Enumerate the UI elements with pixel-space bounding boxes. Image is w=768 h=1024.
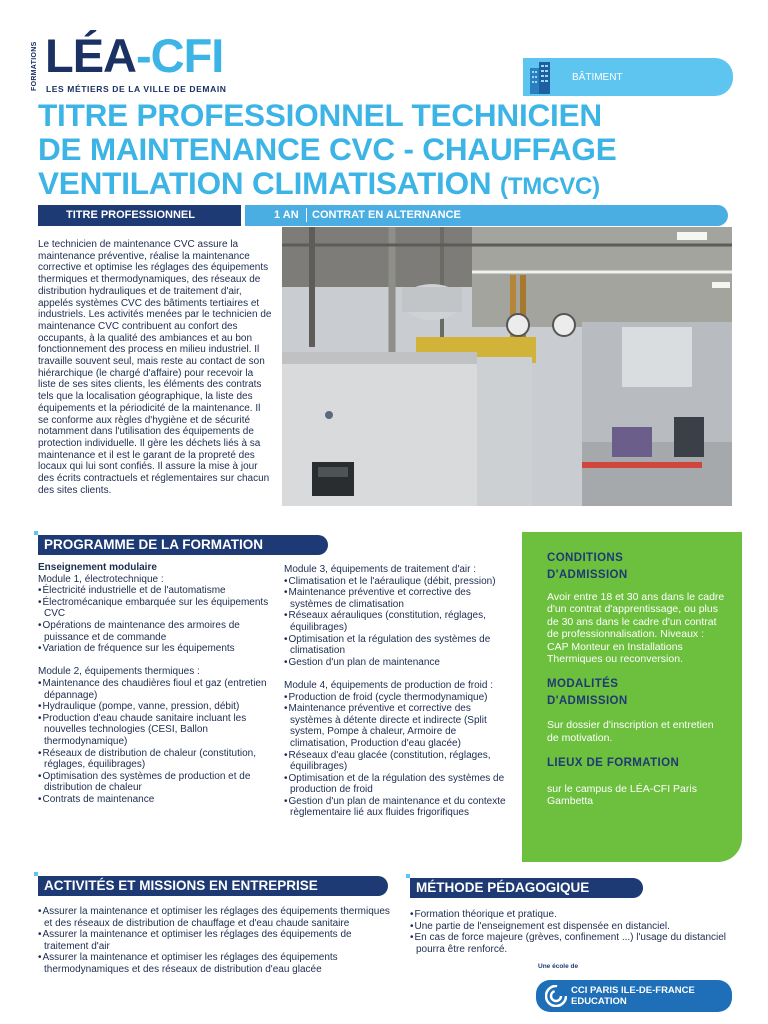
module-2-title: Module 2, équipements thermiques : [38, 666, 200, 678]
list-item: • Réseaux aérauliques (constitution, réglages, équilibrages) [284, 610, 506, 633]
list-item: • Hydraulique (pompe, vanne, pression, débit) [38, 701, 278, 713]
methode-list [410, 909, 730, 955]
module-1-title: Module 1, électrotechnique : [38, 573, 164, 585]
cci-logo-text [571, 985, 695, 1007]
activites-header: ACTIVITÉS ET MISSIONS EN ENTREPRISE [38, 876, 388, 896]
list-item: • Maintenance préventive et corrective des systèmes à détente directe et indirecte (Split system, Pompe à chaleur, Armoire de climatisation, Production d'eau glacée) [284, 703, 506, 749]
module-2-list [38, 678, 278, 806]
activites-list [38, 906, 398, 976]
title-line-3-text: VENTILATION CLIMATISATION [38, 165, 492, 201]
info-bar-type: TITRE PROFESSIONNEL [66, 209, 195, 221]
list-item: • Une partie de l'enseignement est dispensée en distanciel. [410, 921, 730, 933]
list-item: • Variation de fréquence sur les équipements [38, 643, 278, 655]
modalites-text: Sur dossier d'inscription et entretien de motivation. [547, 719, 714, 744]
workshop-photo [282, 227, 732, 506]
buildings-icon [528, 60, 554, 94]
module-4-title: Module 4, équipements de production de froid : [284, 679, 494, 691]
list-item: • Réseaux d'eau glacée (constitution, réglages, équilibrages) [284, 750, 506, 773]
modalites-title-line-1: MODALITÉS [547, 678, 619, 691]
list-item: • Assurer la maintenance et optimiser les réglages des équipements thermodynamiques et des réseaux de distribution d'eau glacée [38, 952, 398, 975]
list-item: • Électricité industrielle et de l'automatisme [38, 585, 278, 597]
logo [45, 26, 223, 86]
methode-header: MÉTHODE PÉDAGOGIQUE [410, 878, 643, 898]
info-bar-divider [241, 203, 245, 228]
module-4-list [284, 692, 506, 820]
modalites-title [547, 676, 727, 709]
programme-header: PROGRAMME DE LA FORMATION [38, 535, 328, 555]
logo-tagline: LES MÉTIERS DE LA VILLE DE DEMAIN [46, 84, 227, 94]
cci-logo-icon [545, 985, 567, 1007]
page-title [38, 98, 748, 204]
conditions-title-line-1: CONDITIONS [547, 552, 624, 564]
conditions-text: Avoir entre 18 et 30 ans dans le cadre d'un contrat d'apprentissage, ou plus de 30 ans dans le cadre d'un contrat de professionnalisation. Niveaux : CAP Monteur en Installations Thermiques ou reconversion. [547, 591, 725, 666]
cci-line-1: CCI PARIS ILE-DE-FRANCE [571, 985, 695, 996]
list-item: • Réseaux de distribution de chaleur (constitution, réglages, équilibrages) [38, 748, 278, 771]
title-line-2: DE MAINTENANCE CVC - CHAUFFAGE [38, 131, 617, 167]
module-3-title: Module 3, équipements de traitement d'air : [284, 564, 477, 575]
list-item: • Électromécanique embarquée sur les équipements CVC [38, 597, 278, 620]
category-tab [523, 58, 733, 96]
title-line-3 [38, 166, 748, 204]
logo-lea: LÉA [45, 29, 136, 82]
programme-left-column [38, 562, 278, 805]
list-item: • Maintenance des chaudières fioul et gaz (entretien dépannage) [38, 678, 278, 701]
list-item: • Maintenance préventive et corrective des systèmes de climatisation [284, 587, 506, 610]
list-item: • Climatisation et le l'aéraulique (débit, pression) [284, 576, 506, 588]
list-item: • Contrats de maintenance [38, 794, 278, 806]
list-item: • En cas de force majeure (grèves, confinement ...) l'usage du distanciel pourra être renforcé. [410, 932, 730, 955]
ecole-label: Une école de [538, 963, 579, 970]
list-item: • Optimisation et la régulation des systèmes de climatisation [284, 634, 506, 657]
list-item: • Gestion d'un plan de maintenance [284, 657, 506, 669]
info-bar-duration: 1 AN [274, 209, 299, 221]
list-item: • Gestion d'un plan de maintenance et du contexte règlementaire lié aux fluides frigorifiques [284, 796, 506, 819]
programme-right-column [284, 564, 506, 819]
category-label: BÂTIMENT [572, 72, 623, 83]
module-3-list [284, 576, 506, 669]
conditions-title [547, 550, 727, 583]
conditions-title-line-2: D'ADMISSION [547, 568, 628, 581]
list-item: • Formation théorique et pratique. [410, 909, 730, 921]
lieux-text: sur le campus de LÉA-CFI Paris Gambetta [547, 782, 697, 808]
list-item: • Assurer la maintenance et optimiser les réglages des équipements de traitement d'air [38, 929, 398, 952]
info-bar-separator [306, 208, 307, 222]
list-item: • Opérations de maintenance des armoires de puissance et de commande [38, 620, 278, 643]
cci-line-2: EDUCATION [571, 996, 627, 1007]
list-item: • Production de froid (cycle thermodynamique) [284, 692, 506, 704]
admission-panel-content [547, 550, 727, 808]
methode-section [410, 909, 730, 955]
module-1-list [38, 585, 278, 655]
list-item: • Optimisation et de la régulation des systèmes de production de froid [284, 773, 506, 796]
logo-cfi: CFI [150, 29, 224, 82]
intro-paragraph: Le technicien de maintenance CVC assure la maintenance préventive, réalise la maintenance corrective et optimise les réglages des équipements thermiques et thermodynamiques, des réseaux de distribution hydrauliques et de traitement d'air, appelés systèmes CVC des bâtiments tertiaires et industriels. Les activités menées par le technicien de maintenance CVC contribuent au confort des occupants, à la qualité des ambiances et au bon fonctionnement des process en milieu industriel. Il travaille souvent seul, mais reste au contact de son hiérarchique (le chargé d'affaire) pour recevoir la liste de ses sites clients, les éléments des contrats tels que la localisation géographique, la liste des équipements et la périodicité de la maintenance. Il se conforme aux règles d'hygiène et de sécurité notamment dans l'utilisation des équipements de protection individuelle. Il gère les déchets liés à sa maintenance et il est le garant de la propreté des locaux qui lui sont confiés. Il assure la mise à jour des écrits contractuels et réglementaires sur chacun des sites clients. [38, 239, 272, 496]
programme-subtitle: Enseignement modulaire [38, 562, 157, 573]
logo-formations-label: FORMATIONS [31, 41, 38, 91]
info-bar-contract: CONTRAT EN ALTERNANCE [312, 209, 461, 221]
title-abbreviation: (TMCVC) [500, 173, 600, 200]
list-item: • Production d'eau chaude sanitaire incluant les nouvelles technologies (CESI, Ballon thermodynamique) [38, 713, 278, 748]
activites-section [38, 906, 398, 976]
modalites-title-line-2: D'ADMISSION [547, 694, 628, 707]
logo-dash: - [136, 29, 151, 82]
list-item: • Assurer la maintenance et optimiser les réglages des équipements thermiques et des réseaux de distribution de chauffage et d'eau chaude sanitaire [38, 906, 398, 929]
list-item: • Optimisation des systèmes de production et de distribution de chaleur [38, 771, 278, 794]
title-line-1: TITRE PROFESSIONNEL TECHNICIEN [38, 97, 602, 133]
lieux-title: LIEUX DE FORMATION [547, 757, 680, 770]
